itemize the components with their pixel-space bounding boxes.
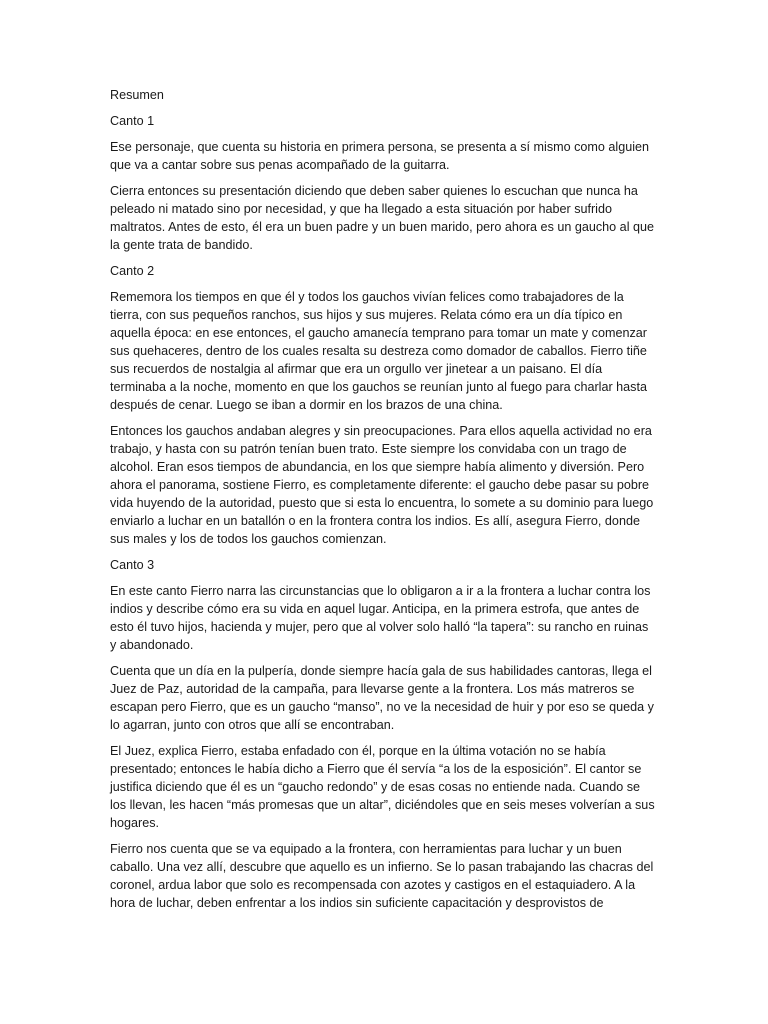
document-title: Resumen: [110, 88, 164, 102]
section-heading-canto-2: Canto 2: [110, 264, 155, 278]
paragraph: Entonces los gauchos andaban alegres y sin preocupaciones. Para ellos aquella actividad no era trabajo, y hasta con su patrón tenían buen trato. Este siempre los convidaba con un trago de alcohol. Eran esos tiempos de abundancia, en los que siempre había alimento y diversión. Pero ahora el panorama, sostiene Fierro, es completamente diferente: el gaucho debe pasar su pobre vida huyendo de la autoridad, puesto que si esta lo encuentra, lo somete a su dominio para luego enviarlo a luchar en un batallón o en la frontera contra los indios. Es allí, asegura Fierro, donde sus males y los de todos los gauchos comienzan.: [110, 424, 654, 546]
paragraph: Cuenta que un día en la pulpería, donde siempre hacía gala de sus habilidades cantoras, llega el Juez de Paz, autoridad de la campaña, para llevarse gente a la frontera. Los más matreros se escapan pero Fierro, que es un gaucho “manso”, no ve la necesidad de huir y por eso se queda y lo agarran, junto con otros que allí se encontraban.: [110, 664, 654, 732]
paragraph: Fierro nos cuenta que se va equipado a la frontera, con herramientas para luchar y un buen caballo. Una vez allí, descubre que aquello es un infierno. Se lo pasan trabajando las chacras del coronel, ardua labor que solo es recompensada con azotes y castigos en el estaquiadero. A la hora de luchar, deben enfrentar a los indios sin suficiente capacitación y desprovistos de: [110, 842, 654, 910]
section-heading-canto-1: Canto 1: [110, 114, 155, 128]
paragraph: El Juez, explica Fierro, estaba enfadado con él, porque en la última votación no se había presentado; entonces le había dicho a Fierro que él servía “a los de la esposición”. El cantor se justifica diciendo que él es un “gaucho redondo” y de esas cosas no entiende nada. Cuando se los llevan, les hacen “más promesas que un altar”, diciéndoles que en seis meses volverían a sus hogares.: [110, 744, 655, 830]
paragraph: En este canto Fierro narra las circunstancias que lo obligaron a ir a la frontera a luchar contra los indios y describe cómo era su vida en aquel lugar. Anticipa, en la primera estrofa, que antes de esto él tuvo hijos, hacienda y mujer, pero que al volver solo halló “la tapera”: su rancho en ruinas y abandonado.: [110, 584, 651, 652]
paragraph: Ese personaje, que cuenta su historia en primera persona, se presenta a sí mismo como alguien que va a cantar sobre sus penas acompañado de la guitarra.: [110, 140, 650, 172]
paragraph: Cierra entonces su presentación diciendo que deben saber quienes lo escuchan que nunca ha peleado ni matado sino por necesidad, y que ha llegado a esta situación por haber sufrido maltratos. Antes de esto, él era un buen padre y un buen marido, pero ahora es un gaucho al que la gente trata de bandido.: [110, 184, 654, 252]
section-heading-canto-3: Canto 3: [110, 558, 155, 572]
document-body: [110, 86, 655, 920]
paragraph: Rememora los tiempos en que él y todos los gauchos vivían felices como trabajadores de la tierra, con sus pequeños ranchos, sus hijos y sus mujeres. Relata cómo era un día típico en aquella época: en ese entonces, el gaucho amanecía temprano para tomar un mate y comenzar sus quehaceres, dentro de los cuales resalta su destreza como domador de caballos. Fierro tiñe sus recuerdos de nostalgia al afirmar que era un orgullo ver jinetear a un paisano. El día terminaba a la noche, momento en que los gauchos se reunían junto al fuego para charlar hasta después de cenar. Luego se iban a dormir en los brazos de una china.: [110, 290, 647, 412]
